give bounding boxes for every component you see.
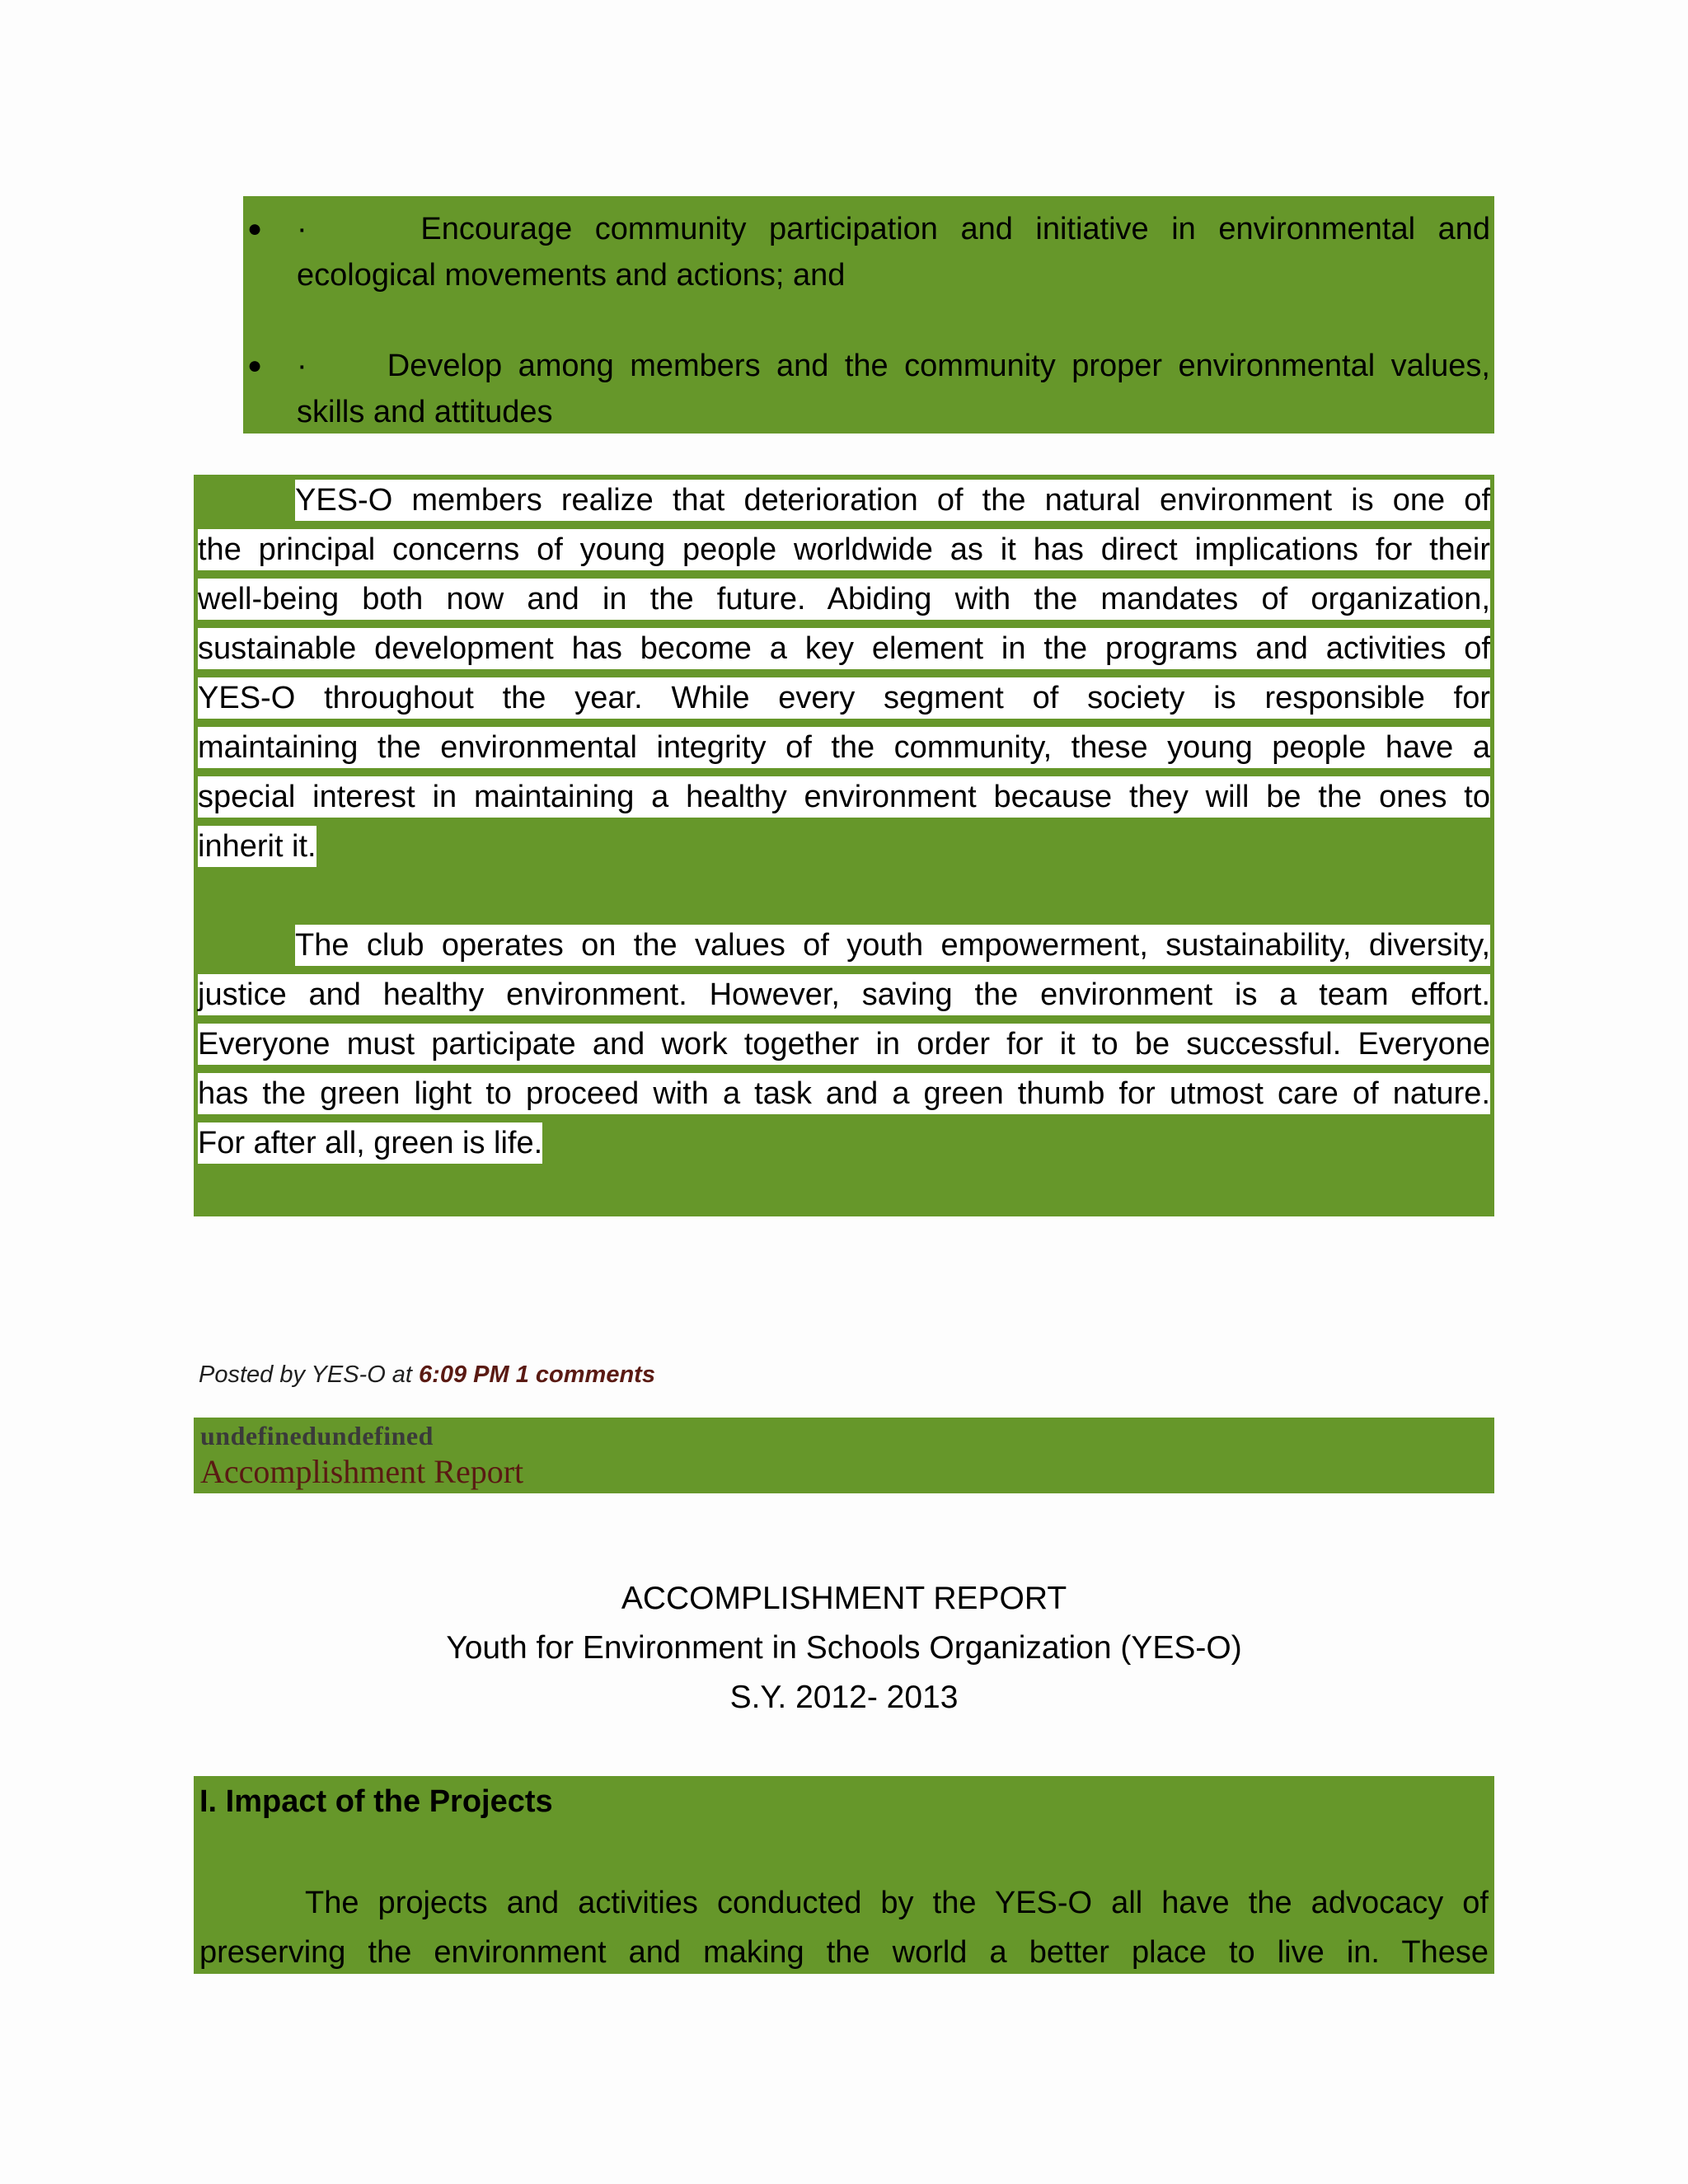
text-line: YES-O members realize that deterioration of the natural environment is one of — [295, 480, 1490, 521]
report-title: ACCOMPLISHMENT REPORT — [621, 1581, 1067, 1616]
list-item-text: ecological movements and actions; and — [297, 258, 846, 293]
post-date: undefinedundefined — [200, 1421, 434, 1451]
text-line: The projects and activities conducted by the YES-O all have the advocacy of — [305, 1886, 1489, 1920]
text-line: preserving the environment and making the world a better place to live in. These — [199, 1935, 1489, 1970]
text-line: YES-O throughout the year. While every segment of society is responsible for — [198, 677, 1490, 719]
text-line: justice and healthy environment. However, saving the environment is a team effort. — [198, 974, 1490, 1015]
middle-dot-marker: · — [297, 212, 307, 246]
text-line: well-being both now and in the future. Abiding with the mandates of organization, — [198, 579, 1490, 620]
section-heading: I. Impact of the Projects — [199, 1784, 553, 1819]
post-header — [194, 1418, 1494, 1493]
text-line: maintaining the environmental integrity of the community, these young people have a — [198, 727, 1490, 768]
objectives-list — [243, 196, 1494, 434]
text-line: inherit it. — [198, 826, 316, 867]
post-title-link[interactable]: Accomplishment Report — [200, 1453, 524, 1490]
text-line: sustainable development has become a key element in the programs and activities of — [198, 628, 1490, 669]
text-line: has the green light to proceed with a task and a green thumb for utmost care of nature. — [198, 1073, 1490, 1114]
list-item-text: Develop among members and the community proper environmental values, — [387, 349, 1490, 383]
about-section — [194, 475, 1494, 1216]
report-organization: Youth for Environment in Schools Organization (YES-O) — [446, 1630, 1242, 1666]
text-line: The club operates on the values of youth empowerment, sustainability, diversity, — [295, 925, 1490, 966]
comments-link[interactable]: 1 comments — [515, 1361, 655, 1388]
list-item — [243, 206, 1494, 298]
text-line: the principal concerns of young people worldwide as it has direct implications for their — [198, 529, 1490, 570]
impact-section — [194, 1776, 1494, 1974]
list-item — [243, 343, 1494, 435]
list-item-text: Encourage community participation and initiative in environmental and — [420, 212, 1491, 246]
text-line: Everyone must participate and work together in order for it to be successful. Everyone — [198, 1024, 1490, 1065]
text-line: For after all, green is life. — [198, 1122, 542, 1164]
report-school-year: S.Y. 2012- 2013 — [729, 1680, 959, 1715]
bullet-icon: ● — [247, 352, 263, 379]
post-time-link[interactable]: 6:09 PM — [419, 1361, 509, 1388]
bullet-icon: ● — [247, 215, 263, 242]
middle-dot-marker: · — [297, 349, 307, 383]
post-footer — [199, 1361, 655, 1389]
list-item-text: skills and attitudes — [297, 395, 553, 429]
post-author: Posted by YES-O at — [199, 1361, 420, 1388]
text-line: special interest in maintaining a healthy environment because they will be the ones to — [198, 776, 1490, 818]
